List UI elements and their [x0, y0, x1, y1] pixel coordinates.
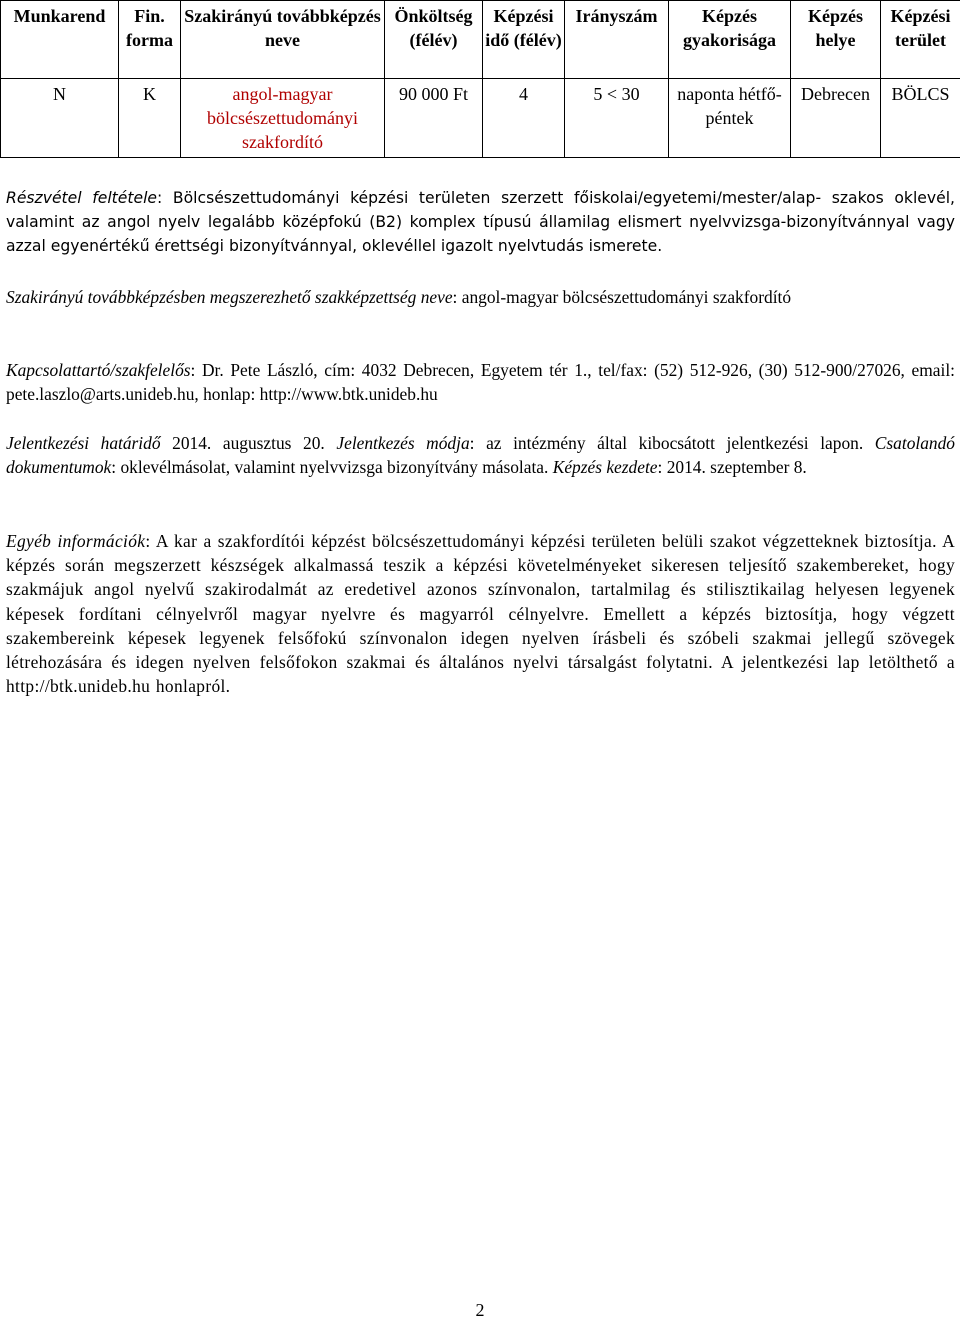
header-terulet: Képzési terület [881, 1, 960, 79]
cell-gyakorisag: naponta hétfő-péntek [669, 79, 791, 158]
hatarido-label: Jelentkezési határidő [6, 433, 161, 453]
header-fin-forma: Fin. forma [119, 1, 181, 79]
dokumentumok-value: oklevélmásolat, valamint nyelvvizsga bizonyítvány másolata. [120, 457, 549, 478]
kapcsolat-paragraph: Kapcsolattartó/szakfelelős: Dr. Pete László, cím: 4032 Debrecen, Egyetem tér 1., tel/fax: (52) 512-926, (30) 512-900/27026, email: pete.laszlo@arts.unideb.hu, honlap: http://www.btk.unideb.hu [6, 360, 955, 405]
page-number: 2 [475, 1300, 485, 1320]
reszveteli-feltetel-paragraph: Részvétel feltétele: Bölcsészettudományi képzési területen szerzett főiskolai/egyetemi/mester/alap- szakos oklevél, valamint az angol nyelv legalább középfokú (B2) komplex típusú államilag elismert nyelvvizsga-bizonyítvánnyal vagy azzal egyenértékű érettségi bizonyítvánnyal, oklevéllel igazolt nyelvtudás ismerete. [6, 189, 955, 256]
jelentkezes-paragraph: Jelentkezési határidő 2014. augusztus 20. Jelentkezés módja: az intézmény által kibocsátott jelentkezési lapon. Csatolandó dokumentumok: oklevélmásolat, valamint nyelvvizsga bizonyítvány másolata. Képzés kezdete: 2014. szeptember 8. [6, 433, 955, 478]
kapcsolat-label: Kapcsolattartó/szakfelelős [6, 360, 191, 380]
reszvetel-label: Részvétel feltétele [6, 189, 158, 207]
cell-fin-forma: K [119, 79, 181, 158]
egyeb-text: A kar a szakfordítói képzést bölcsészettudományi képzési területen belüli szakot végzetteknek biztosítja. A képzés során megszerzett készségek alkalmassá teszik a képzési követelményeket sikeresen teljesítő szakembereket, hogy szakmájuk angol nyelvű szakirodalmát az eredetivel azonos színvonalon, tartalmilag és stilisztikailag helyesen legyenek képesek fordítani célnyelvről magyar nyelvre és magyarról célnyelvre. Emellett a képzés biztosítja, hogy végzett szakembereink képesek legyenek felsőfokú színvonalon idegen nyelven írásbeli és szóbeli szakmai jellegű szövegek létrehozására és idegen nyelven felsőfokon szakmai és általános nyelvi társalgást folytatni. A jelentkezési lap letölthető a http://btk.unideb.hu honlapról. [6, 531, 955, 697]
dokumentumok-label: Csatolandó dokumentumok [6, 433, 955, 478]
modja-value: az intézmény által kibocsátott jelentkezési lapon. [486, 433, 864, 453]
cell-iranyszam: 5 < 30 [565, 79, 669, 158]
egyeb-label: Egyéb információk [6, 531, 146, 551]
cell-onkoltseg: 90 000 Ft [385, 79, 483, 158]
modja-label: Jelentkezés módja [336, 433, 470, 453]
kezdete-value: 2014. szeptember 8. [666, 457, 807, 478]
szakkepzettseg-label: Szakirányú továbbképzésben megszerezhető szakképzettség neve [6, 287, 453, 307]
cell-munkarend: N [1, 79, 119, 158]
hatarido-value: 2014. augusztus 20. [172, 433, 325, 453]
header-gyakorisag: Képzés gyakorisága [669, 1, 791, 79]
header-onkoltseg: Önköltség (félév) [385, 1, 483, 79]
kapcsolat-text: Dr. Pete László, cím: 4032 Debrecen, Egyetem tér 1., tel/fax: (52) 512-926, (30) 512-900/27026, email: pete.laszlo@arts.unideb.hu, honlap: http://www.btk.unideb.hu [6, 360, 955, 405]
table-row [1, 79, 960, 158]
header-helye: Képzés helye [791, 1, 881, 79]
szakkepzettseg-paragraph: Szakirányú továbbképzésben megszerezhető szakképzettség neve: angol-magyar bölcsészettudományi szakfordító [6, 287, 792, 307]
header-iranyszam: Irányszám [565, 1, 669, 79]
header-szakiranyu: Szakirányú továbbképzés neve [181, 1, 385, 79]
cell-kepzesi-ido: 4 [483, 79, 565, 158]
table-header-row [1, 1, 960, 79]
kezdete-label: Képzés kezdete [552, 457, 658, 478]
course-table [0, 0, 960, 158]
reszvetel-text: Bölcsészettudományi képzési területen szerzett főiskolai/egyetemi/mester/alap- szakos oklevél, valamint az angol nyelv legalább középfokú (B2) komplex típusú államilag elismert nyelvvizsga-bizonyítvánnyal vagy azzal egyenértékű érettségi bizonyítvánnyal, oklevéllel igazolt nyelvtudás ismerete. [6, 189, 955, 256]
egyeb-informaciok-paragraph: Egyéb információk: A kar a szakfordítói képzést bölcsészettudományi képzési területen belüli szakot végzetteknek biztosítja. A képzés során megszerzett készségek alkalmassá teszik a képzési követelményeket sikeresen teljesítő szakembereket, hogy szakmájuk angol nyelvű szakirodalmát az eredetivel azonos színvonalon, tartalmilag és stilisztikailag helyesen legyenek képesek fordítani célnyelvről magyar nyelvre és magyarról célnyelvre. Emellett a képzés biztosítja, hogy végzett szakembereink képesek legyenek felsőfokú színvonalon idegen nyelven írásbeli és szóbeli szakmai jellegű szövegek létrehozására és idegen nyelven felsőfokon szakmai és általános nyelvi társalgást folytatni. A jelentkezési lap letölthető a http://btk.unideb.hu honlapról. [6, 531, 955, 697]
cell-helye: Debrecen [791, 79, 881, 158]
cell-terulet: BÖLCS [881, 79, 960, 158]
header-kepzesi-ido: Képzési idő (félév) [483, 1, 565, 79]
header-munkarend: Munkarend [1, 1, 119, 79]
cell-szakiranyu: angol-magyar bölcsészettudományi szakfordító [181, 79, 385, 158]
szakkepzettseg-text: angol-magyar bölcsészettudományi szakfordító [461, 287, 792, 307]
